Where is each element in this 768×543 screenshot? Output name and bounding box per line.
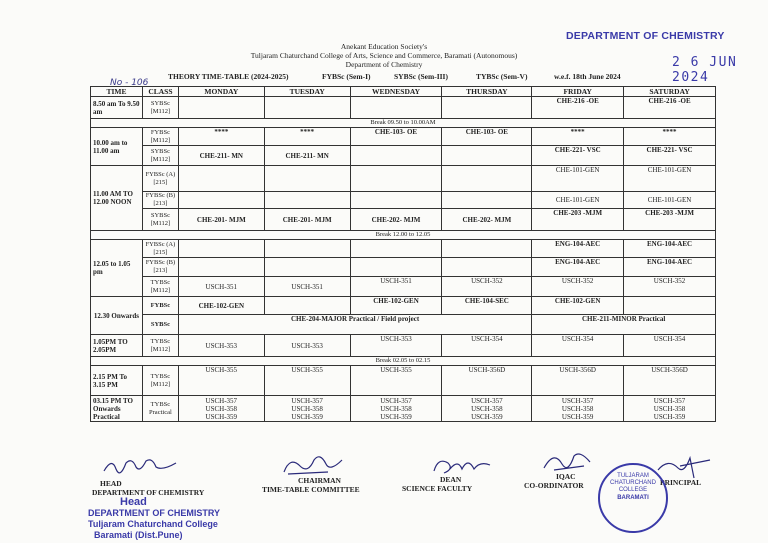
handwritten-number: No - 106 — [110, 78, 149, 88]
class-cell: FYBSc (A)[215] — [142, 166, 178, 192]
cell-line: USCH-358 — [205, 404, 238, 413]
table-row — [91, 240, 716, 258]
timetable-committee: TIME-TABLE COMMITTEE — [262, 485, 360, 494]
cell: CHE-101-GEN — [532, 192, 624, 209]
table-header-row — [91, 87, 716, 97]
practical-cell — [178, 396, 264, 422]
cell: CHE-201- MJM — [178, 209, 264, 231]
head-signature-icon — [100, 455, 180, 481]
cell-line: USCH-359 — [653, 412, 686, 421]
table-row — [91, 297, 716, 315]
cell: CHE-211- MN — [178, 146, 264, 166]
table-row — [91, 209, 716, 231]
date-stamp: 2 6 JUN 2024 — [672, 55, 738, 85]
class-tybsc: TYBSc (Sem-V) — [476, 72, 528, 81]
cell: **** — [264, 128, 350, 146]
col-header: WEDNESDAY — [350, 87, 442, 97]
cell: **** — [532, 128, 624, 146]
cell: **** — [624, 128, 716, 146]
cell-line: USCH-357 — [471, 396, 503, 405]
cell: ENG-104-AEC — [532, 258, 624, 277]
class-cell: TYBSc [M112] — [142, 335, 178, 357]
col-header: TIME — [91, 87, 143, 97]
class-fybsc: FYBSc (Sem-I) — [322, 72, 371, 81]
class-cell: TYBSc [M112] — [142, 277, 178, 297]
cell: USCH-352 — [442, 277, 532, 297]
cell: ENG-104-AEC — [624, 240, 716, 258]
table-row — [91, 366, 716, 396]
timetable-title: THEORY TIME-TABLE (2024-2025) — [168, 72, 289, 81]
break-row — [91, 357, 716, 366]
break-label: Break 02.05 to 02.15 — [91, 357, 716, 366]
class-cell: FYBSc — [142, 297, 178, 315]
cell: USCH-356D — [624, 366, 716, 396]
time-cell: 1.05PM TO 2.05PM — [91, 335, 143, 357]
cell-line: USCH-359 — [561, 412, 594, 421]
class-cell: TYBSc Practical — [142, 396, 178, 422]
cell-line: USCH-357 — [291, 396, 323, 405]
time-cell: 8.50 am To 9.50 am — [91, 97, 143, 119]
cell: CHE-101-GEN — [624, 166, 716, 192]
time-cell: 10.00 am to 11.00 am — [91, 128, 143, 166]
cell: CHE-104-SEC — [442, 297, 532, 315]
college-name: Tuljaram Chaturchand College of Arts, Science and Commerce, Baramati (Autonomous) — [250, 51, 518, 60]
break-label: Break 09.50 to 10.00AM — [91, 119, 716, 128]
dean-signature-icon — [428, 453, 498, 479]
table-row — [91, 97, 716, 119]
society-name: Anekant Education Society's — [340, 42, 428, 51]
table-row — [91, 192, 716, 209]
head-stamp-dept: DEPARTMENT OF CHEMISTRY — [88, 508, 220, 518]
cell: CHE-203 -MJM — [624, 209, 716, 231]
class-cell: TYBSc [M112] — [142, 366, 178, 396]
effective-date: w.e.f. 18th June 2024 — [554, 72, 621, 81]
cell: USCH-353 — [264, 335, 350, 357]
class-sybsc: SYBSc (Sem-III) — [394, 72, 448, 81]
cell-line: USCH-357 — [561, 396, 594, 405]
time-cell: 12.05 to 1.05 pm — [91, 240, 143, 297]
practical-cell — [350, 396, 442, 422]
class-cell: SYBSc [M112] — [142, 209, 178, 231]
cell: CHE-103- OE — [350, 128, 442, 146]
cell: USCH-352 — [624, 277, 716, 297]
time-cell: 12.30 Onwards — [91, 297, 143, 335]
col-header: MONDAY — [178, 87, 264, 97]
class-cell: FYBSc (A)[215] — [142, 240, 178, 258]
cell: USCH-353 — [178, 335, 264, 357]
table-row — [91, 258, 716, 277]
seal-top: TULJARAM CHATURCHAND COLLEGE — [610, 473, 656, 493]
cell: CHE-202- MJM — [350, 209, 442, 231]
head-stamp-title: Head — [120, 496, 147, 508]
class-cell: SYBSc — [142, 315, 178, 335]
department-stamp: DEPARTMENT OF CHEMISTRY — [566, 30, 725, 42]
table-row — [91, 166, 716, 192]
table-row — [91, 146, 716, 166]
timetable — [90, 86, 716, 422]
iqac-coordinator: CO-ORDINATOR — [524, 481, 584, 490]
cell-line: USCH-358 — [653, 404, 686, 413]
cell: CHE-204-MAJOR Practical / Field project — [178, 315, 531, 335]
science-faculty: SCIENCE FACULTY — [402, 484, 473, 493]
cell: USCH-354 — [442, 335, 532, 357]
cell-line: USCH-358 — [561, 404, 594, 413]
cell-line: USCH-359 — [205, 412, 238, 421]
cell: USCH-351 — [264, 277, 350, 297]
col-header: THURSDAY — [442, 87, 532, 97]
head-stamp — [88, 497, 220, 541]
cell-line: USCH-358 — [291, 404, 323, 413]
cell: USCH-352 — [532, 277, 624, 297]
cell: USCH-354 — [624, 335, 716, 357]
seal-center: BARAMATI — [617, 495, 649, 501]
break-label: Break 12.00 to 12.05 — [91, 231, 716, 240]
department-name: Department of Chemistry — [345, 60, 423, 69]
cell: ENG-104-AEC — [624, 258, 716, 277]
table-row — [91, 396, 716, 422]
practical-cell — [264, 396, 350, 422]
cell: CHE-211- MN — [264, 146, 350, 166]
time-cell: 03.15 PM TO Onwards Practical — [91, 396, 143, 422]
class-cell: FYBSc (B)[213] — [142, 192, 178, 209]
col-header: FRIDAY — [532, 87, 624, 97]
cell: USCH-354 — [532, 335, 624, 357]
cell: USCH-351 — [350, 277, 442, 297]
practical-cell — [624, 396, 716, 422]
cell: **** — [178, 128, 264, 146]
cell: CHE-221- VSC — [532, 146, 624, 166]
cell: USCH-355 — [178, 366, 264, 396]
cell-line: USCH-359 — [291, 412, 323, 421]
cell-line: USCH-357 — [205, 396, 238, 405]
cell: USCH-351 — [178, 277, 264, 297]
cell: USCH-355 — [350, 366, 442, 396]
cell-line: USCH-359 — [380, 412, 412, 421]
break-row — [91, 231, 716, 240]
cell: CHE-102-GEN — [350, 297, 442, 315]
cell: CHE-102-GEN — [178, 297, 264, 315]
col-header: CLASS — [142, 87, 178, 97]
cell-line: USCH-358 — [380, 404, 412, 413]
table-row — [91, 128, 716, 146]
cell: CHE-203 -MJM — [532, 209, 624, 231]
cell-line: USCH-357 — [653, 396, 686, 405]
col-header: TUESDAY — [264, 87, 350, 97]
cell-line: USCH-359 — [471, 412, 503, 421]
class-cell: FYBSc (B)[213] — [142, 258, 178, 277]
cell: CHE-101-GEN — [532, 166, 624, 192]
practical-cell — [442, 396, 532, 422]
dean-title: DEAN — [440, 475, 462, 484]
cell: ENG-104-AEC — [532, 240, 624, 258]
cell: USCH-353 — [350, 335, 442, 357]
college-seal-icon — [598, 463, 668, 533]
head-department: DEPARTMENT OF CHEMISTRY — [92, 488, 205, 497]
col-header: SATURDAY — [624, 87, 716, 97]
cell: CHE-103- OE — [442, 128, 532, 146]
class-cell: SYBSc [M112] — [142, 146, 178, 166]
cell: USCH-355 — [264, 366, 350, 396]
cell: CHE-216 -OE — [624, 97, 716, 119]
time-cell: 2.15 PM To 3.15 PM — [91, 366, 143, 396]
cell: CHE-216 -OE — [532, 97, 624, 119]
cell: CHE-102-GEN — [532, 297, 624, 315]
head-stamp-place: Baramati (Dist.Pune) — [94, 530, 183, 540]
table-row — [91, 277, 716, 297]
iqac-title: IQAC — [556, 472, 576, 481]
class-cell: SYBSc [M112] — [142, 97, 178, 119]
practical-cell — [532, 396, 624, 422]
principal-title: PRINCIPAL — [660, 478, 702, 487]
time-cell: 11.00 AM TO 12.00 NOON — [91, 166, 143, 231]
cell-line: USCH-358 — [471, 404, 503, 413]
table-row — [91, 315, 716, 335]
cell: CHE-211-MINOR Practical — [532, 315, 716, 335]
break-row — [91, 119, 716, 128]
cell: CHE-201- MJM — [264, 209, 350, 231]
table-row — [91, 335, 716, 357]
class-cell: FYBSc [M112] — [142, 128, 178, 146]
cell: CHE-221- VSC — [624, 146, 716, 166]
cell: USCH-356D — [532, 366, 624, 396]
chairman-title: CHAIRMAN — [298, 476, 341, 485]
head-title: HEAD — [100, 479, 122, 488]
cell: CHE-101-GEN — [624, 192, 716, 209]
head-stamp-college: Tuljaram Chaturchand College — [88, 519, 218, 529]
cell: USCH-356D — [442, 366, 532, 396]
cell: CHE-202- MJM — [442, 209, 532, 231]
cell-line: USCH-357 — [380, 396, 412, 405]
